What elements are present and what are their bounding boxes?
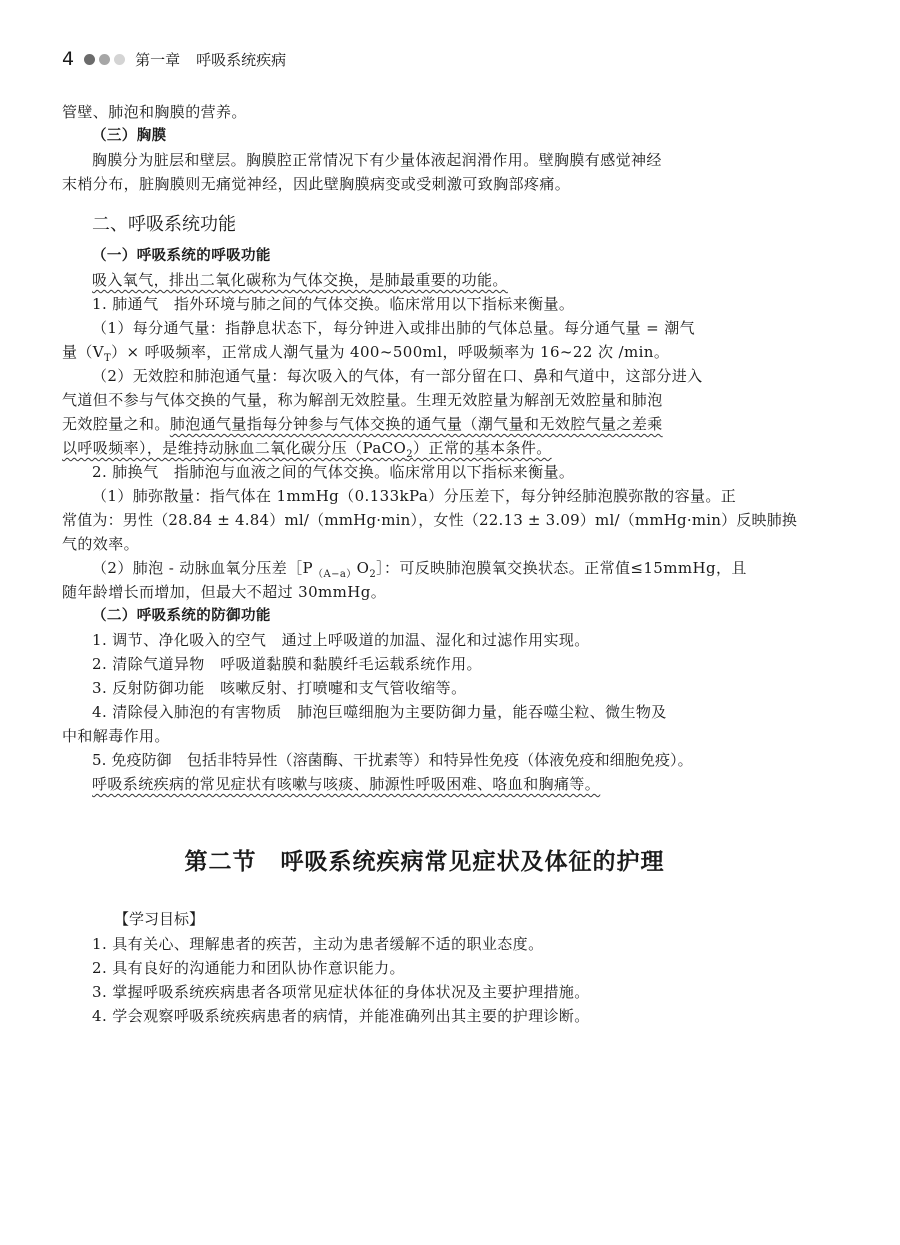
header-dot-1 — [84, 54, 95, 65]
text-line: 无效腔量之和。肺泡通气量指每分钟参与气体交换的通气量（潮气量和无效腔气量之差乘 — [62, 415, 663, 433]
header-dots-decoration — [84, 54, 125, 65]
text-line: （2）无效腔和肺泡通气量：每次吸入的气体，有一部分留在口、鼻和气道中，这部分进入 — [92, 367, 703, 385]
running-header — [62, 44, 286, 74]
text-line — [62, 436, 787, 460]
text-line: 中和解毒作用。 — [62, 727, 170, 745]
header-dot-3 — [114, 54, 125, 65]
text-line: 末梢分布，脏胸膜则无痛觉神经，因此壁胸膜病变或受刺激可致胸部疼痛。 — [62, 175, 571, 193]
text-line: （1）肺弥散量：指气体在 1mmHg（0.133kPa）分压差下，每分钟经肺泡膜弥散的容量。正 — [92, 487, 737, 505]
text-line: （1）每分通气量：指静息状态下，每分钟进入或排出肺的气体总量。每分通气量 = 潮气 — [92, 319, 696, 337]
chapter-title: 呼吸系统疾病 — [196, 50, 287, 69]
subsection-title-defense: （二）呼吸系统的防御功能 — [92, 608, 271, 624]
subsection-title-respiration: （一）呼吸系统的呼吸功能 — [92, 248, 271, 264]
subsection-title-pleura: （三）胸膜 — [92, 128, 167, 144]
key-point-gas-exchange: 吸入氧气，排出二氧化碳称为气体交换，是肺最重要的功能。 — [92, 271, 508, 289]
text-line: 2. 肺换气 指肺泡与血液之间的气体交换。临床常用以下指标来衡量。 — [92, 463, 575, 481]
text-line: 随年龄增长而增加，但最大不超过 30mmHg。 — [62, 583, 387, 601]
objective-item: 3. 掌握呼吸系统疾病患者各项常见症状体征的身体状况及主要护理措施。 — [92, 983, 590, 1001]
text-line: 常值为：男性（28.84 ± 4.84）ml/（mmHg·min），女性（22.13 ± 3.09）ml/（mmHg·min）反映肺换 — [62, 511, 798, 529]
page-body — [62, 100, 798, 1028]
text-line: 管壁、肺泡和胸膜的营养。 — [62, 103, 247, 121]
text-line-aado2: （2）肺泡 - 动脉血氧分压差$[P_{(A-a)}O_2]$：可反映肺泡膜氧交换状态。正常值≤15mmHg，且 — [92, 559, 747, 580]
list-item: 5. 免疫防御 包括非特异性（溶菌酶、干扰素等）和特异性免疫（体液免疫和细胞免疫）。 — [92, 751, 693, 769]
list-item: 3. 反射防御功能 咳嗽反射、打喷嚏和支气管收缩等。 — [92, 679, 467, 697]
list-item: 2. 清除气道异物 呼吸道黏膜和黏膜纤毛运载系统作用。 — [92, 655, 482, 673]
text-line: 胸膜分为脏层和壁层。胸膜腔正常情况下有少量体液起润滑作用。壁胸膜有感觉神经 — [92, 151, 662, 169]
learning-objectives-title: 【学习目标】 — [114, 910, 205, 928]
chapter-label: 第一章 — [135, 50, 181, 69]
text-line: 1. 肺通气 指外环境与肺之间的气体交换。临床常用以下指标来衡量。 — [92, 295, 575, 313]
section-title: 第二节 呼吸系统疾病常见症状及体征的护理 — [184, 848, 665, 875]
page-number: 4 — [62, 48, 75, 70]
key-point-common-symptoms: 呼吸系统疾病的常见症状有咳嗽与咳痰、肺源性呼吸困难、咯血和胸痛等。 — [92, 775, 601, 793]
key-point-alveolar-ventilation: 肺泡通气量指每分钟参与气体交换的通气量（潮气量和无效腔气量之差乘 — [169, 415, 663, 433]
objective-item: 2. 具有良好的沟通能力和团队协作意识能力。 — [92, 959, 405, 977]
heading-respiratory-function: 二、呼吸系统功能 — [92, 214, 236, 235]
text-line-tidal-volume: 量$(V_T)\times$ 呼吸频率，正常成人潮气量为 400~500ml，呼吸频率为 16~22 次 /min。 — [62, 343, 670, 364]
text-line: 气的效率。 — [62, 535, 140, 553]
objective-item: 1. 具有关心、理解患者的疾苦，主动为患者缓解不适的职业态度。 — [92, 935, 544, 953]
chapter-heading — [135, 49, 286, 70]
header-dot-2 — [99, 54, 110, 65]
list-item: 1. 调节、净化吸入的空气 通过上呼吸道的加温、湿化和过滤作用实现。 — [92, 631, 590, 649]
list-item: 4. 清除侵入肺泡的有害物质 肺泡巨噬细胞为主要防御力量，能吞噬尘粒、微生物及 — [92, 703, 667, 721]
objective-item: 4. 学会观察呼吸系统疾病患者的病情，并能准确列出其主要的护理诊断。 — [92, 1007, 590, 1025]
text-line: 气道但不参与气体交换的气量，称为解剖无效腔量。生理无效腔量为解剖无效腔量和肺泡 — [62, 391, 663, 409]
key-point-paco2: 以呼吸频率），是维持动脉血二氧化碳分压（PaCO$_2$）正常的基本条件。 — [62, 439, 552, 460]
